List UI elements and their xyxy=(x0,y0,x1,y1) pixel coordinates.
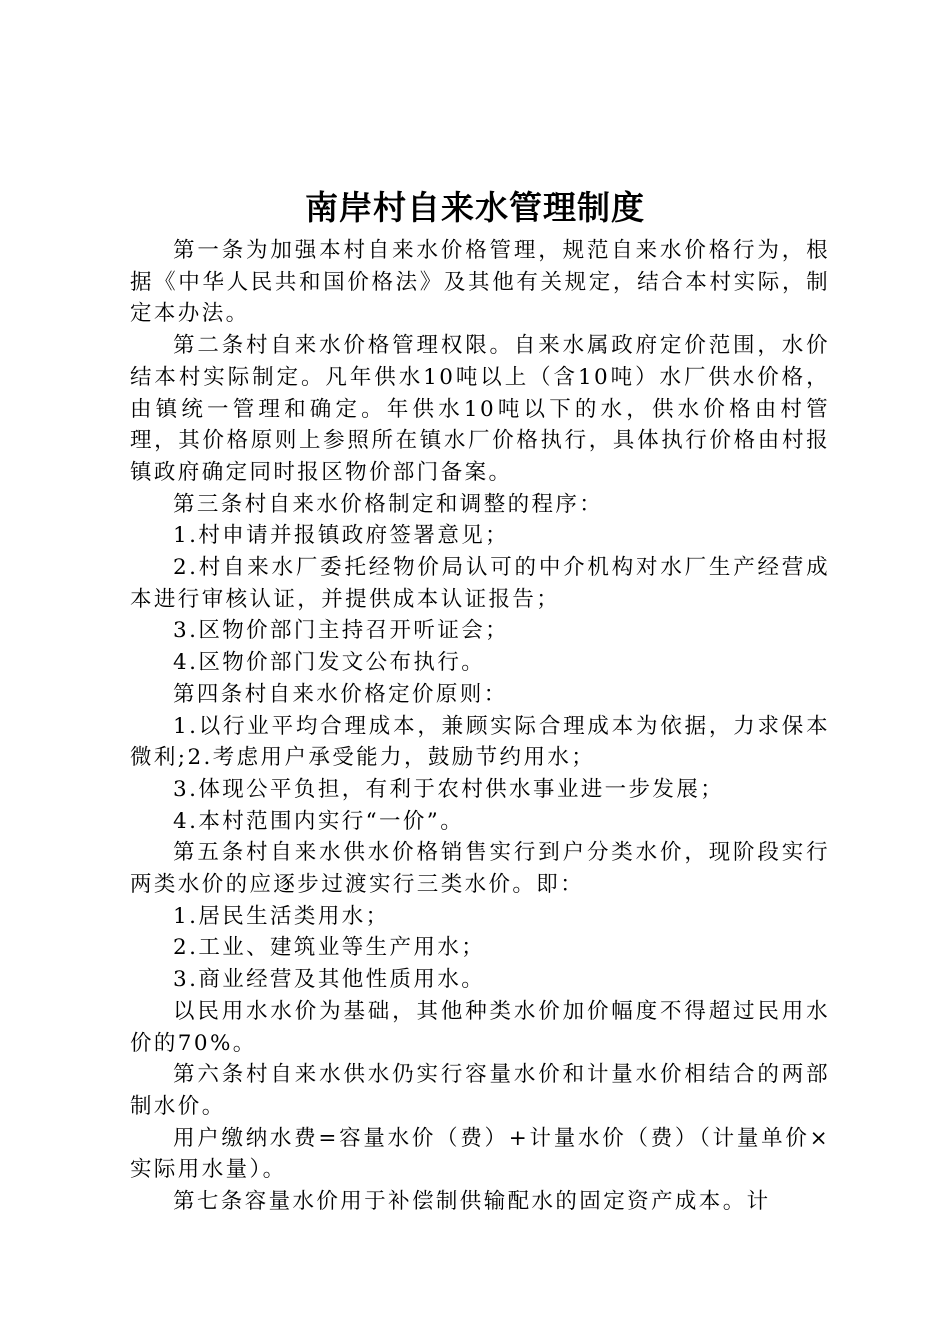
paragraph-article-4: 第四条村自来水价格定价原则： xyxy=(173,681,508,707)
list-item: 1.以行业平均合理成本，兼顾实际合理成本为依据，力求保本微利;2.考虑用户承受能力，鼓励节约用水； xyxy=(130,713,830,771)
list-item: 3.区物价部门主持召开听证会； xyxy=(173,618,510,644)
paragraph-article-3: 第三条村自来水价格制定和调整的程序： xyxy=(173,491,604,517)
paragraph-price-basis: 以民用水水价为基础，其他种类水价加价幅度不得超过民用水价的70%。 xyxy=(130,998,830,1056)
list-item: 4.本村范围内实行“一价”。 xyxy=(173,808,465,834)
list-item: 2.村自来水厂委托经物价局认可的中介机构对水厂生产经营成本进行审核认证，并提供成本认证报告； xyxy=(130,555,830,612)
list-item: 4.区物价部门发文公布执行。 xyxy=(173,650,486,676)
paragraph-article-5: 第五条村自来水供水价格销售实行到户分类水价，现阶段实行两类水价的应逐步过渡实行三类水价。即： xyxy=(130,840,830,898)
paragraph-article-2: 第二条村自来水价格管理权限。自来水属政府定价范围，水价结本村实际制定。凡年供水10吨以上（含10吨）水厂供水价格，由镇统一管理和确定。年供水10吨以下的水，供水价格由村管理，其价格原则上参照所在镇水厂价格执行，具体执行价格由村报镇政府确定同时报区物价部门备案。 xyxy=(130,333,830,485)
document-body xyxy=(130,235,830,1218)
list-item: 3.商业经营及其他性质用水。 xyxy=(173,967,486,993)
paragraph-article-1: 第一条为加强本村自来水价格管理，规范自来水价格行为，根据《中华人民共和国价格法》及其他有关规定，结合本村实际，制定本办法。 xyxy=(130,238,830,327)
paragraph-fee-formula: 用户缴纳水费=容量水价（费）+计量水价（费）（计量单价×实际用水量）。 xyxy=(130,1125,830,1183)
paragraph-article-7: 第七条容量水价用于补偿制供输配水的固定资产成本。计 xyxy=(173,1189,771,1215)
list-item: 2.工业、建筑业等生产用水； xyxy=(173,935,486,961)
paragraph-article-6: 第六条村自来水供水仍实行容量水价和计量水价相结合的两部制水价。 xyxy=(130,1062,830,1119)
document-title: 南岸村自来水管理制度 xyxy=(305,188,645,227)
list-item: 1.村申请并报镇政府签署意见； xyxy=(173,523,510,549)
list-item: 1.居民生活类用水； xyxy=(173,903,390,929)
list-item: 3.体现公平负担，有利于农村供水事业进一步发展； xyxy=(173,776,725,802)
